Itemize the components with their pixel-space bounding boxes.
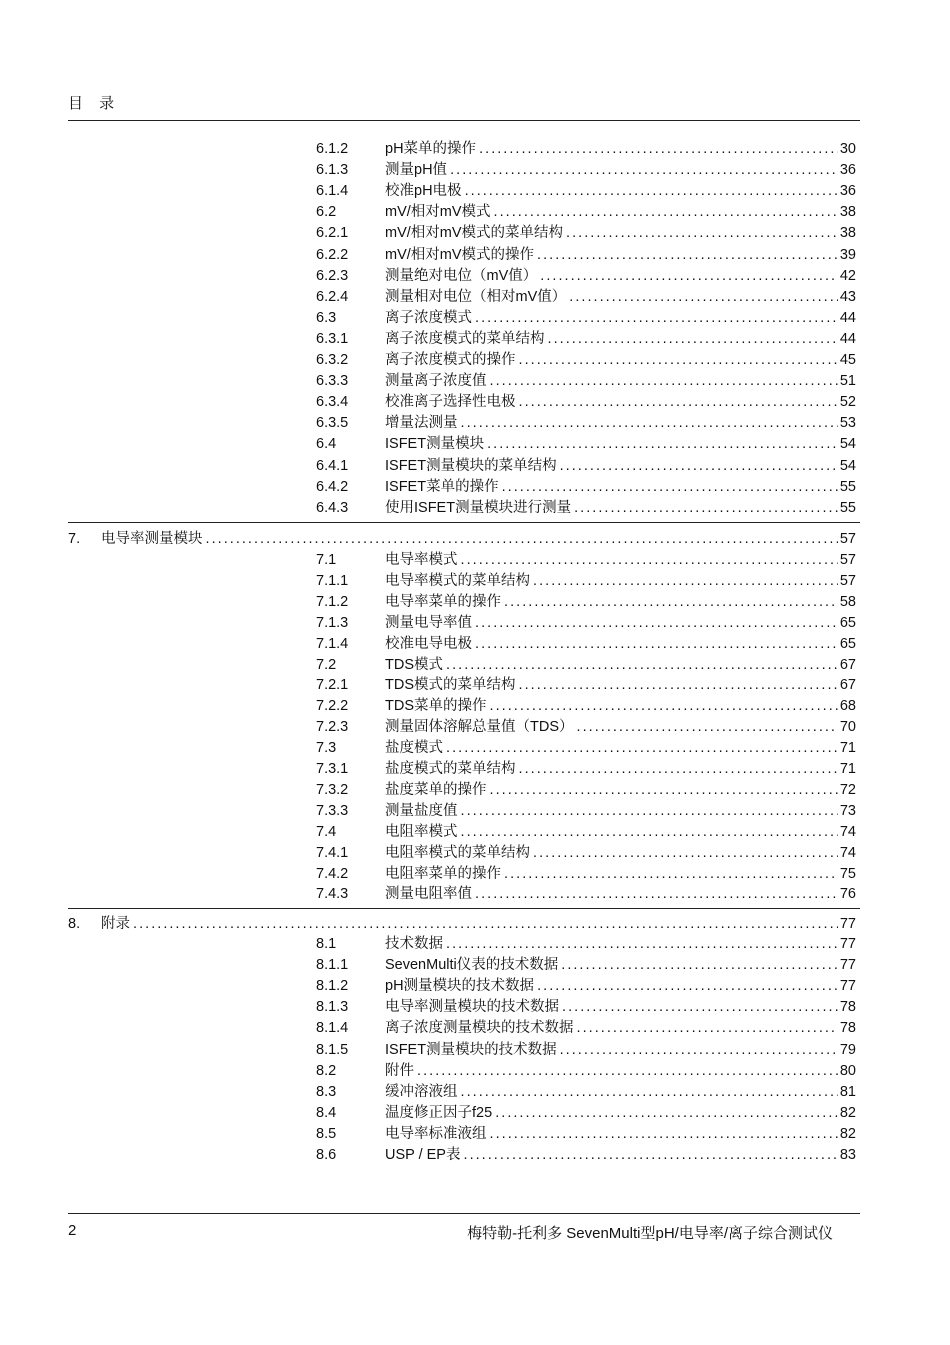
entry-number: 6.4.2 [316,478,349,495]
chapter-title: 附录 . . . [101,914,855,935]
page-header-title: 目 录 [68,95,121,112]
entry-number: 7.3.2 [316,781,349,798]
entry-title: 技术数据 . . . [385,934,855,955]
toc-entry[interactable] [0,655,950,676]
toc-entry[interactable] [0,738,950,759]
entry-number: 7.1.4 [316,635,349,652]
entry-title: 离子浓度模式 . . . [385,308,855,329]
toc-entry[interactable] [0,1018,950,1039]
toc-entry[interactable] [0,181,950,202]
entry-page: 76 [838,884,856,905]
entry-number: 8.1.3 [316,999,349,1016]
entry-number: 6.1.3 [316,162,349,179]
entry-page: 79 [838,1040,856,1061]
toc-entry[interactable] [0,780,950,801]
entry-number: 6.2 [316,204,337,221]
entry-page: 55 [838,498,856,519]
entry-title: 测量固体溶解总量值（TDS） . . . [385,717,855,738]
entry-page: 55 [838,477,856,498]
entry-number: 7.4.2 [316,865,349,882]
entry-page: 65 [838,613,856,634]
entry-title: 电阻率模式 . . . [385,822,855,843]
entry-number: 7.4 [316,823,337,840]
entry-page: 73 [838,801,856,822]
entry-number: 6.2.1 [316,225,349,242]
entry-title: TDS菜单的操作 . . . [385,696,855,717]
toc-entry[interactable] [0,1061,950,1082]
entry-title: 测量绝对电位（mV值） . . . [385,266,855,287]
entry-page: 58 [838,592,856,613]
footer-page-number: 2 [68,1222,77,1239]
entry-page: 77 [838,955,856,976]
entry-page: 52 [838,392,856,413]
entry-number: 7.1.2 [316,593,349,610]
toc-entry[interactable] [0,613,950,634]
entry-number: 7.4.1 [316,844,349,861]
entry-title: 盐度模式 . . . [385,738,855,759]
toc-entry[interactable] [0,350,950,371]
toc-entry[interactable] [0,759,950,780]
toc-entry[interactable] [0,997,950,1018]
toc-entry[interactable] [0,864,950,885]
toc-entry[interactable] [0,1103,950,1124]
entry-number: 6.4.1 [316,457,349,474]
chapter-8-divider [68,908,860,909]
entry-title: TDS模式的菜单结构 . . . [385,675,855,696]
entry-page: 43 [838,287,856,308]
entry-page: 53 [838,413,856,434]
footer-document-title: 梅特勒-托利多 SevenMulti型pH/电导率/离子综合测试仪 [467,1225,833,1242]
entry-title: 校准pH电极 . . . [385,181,855,202]
toc-chapter-8[interactable] [0,914,950,935]
toc-entry[interactable] [0,160,950,181]
entry-page: 78 [838,1018,856,1039]
toc-entry[interactable] [0,801,950,822]
entry-number: 6.3.5 [316,415,349,432]
entry-title: 电导率模式 . . . [385,550,855,571]
entry-page: 38 [838,223,856,244]
entry-number: 7.2.2 [316,698,349,715]
entry-number: 8.1.2 [316,978,349,995]
entry-title: pH菜单的操作 . . . [385,139,855,160]
entry-title: pH测量模块的技术数据 . . . [385,976,855,997]
entry-title: 电导率菜单的操作 . . . [385,592,855,613]
entry-title: 盐度模式的菜单结构 . . . [385,759,855,780]
entry-page: 44 [838,308,856,329]
entry-number: 7.1.3 [316,614,349,631]
toc-entry[interactable] [0,329,950,350]
entry-page: 78 [838,997,856,1018]
entry-title: ISFET测量模块的技术数据 . . . [385,1040,855,1061]
entry-title: 测量电阻率值 . . . [385,884,855,905]
entry-title: 测量pH值 . . . [385,160,855,181]
entry-number: 7.3 [316,740,337,757]
toc-entry[interactable] [0,696,950,717]
entry-page: 77 [838,976,856,997]
footer-divider [68,1213,860,1214]
entry-page: 71 [838,738,856,759]
toc-entry[interactable] [0,371,950,392]
entry-number: 7.2 [316,656,337,673]
entry-number: 6.2.4 [316,288,349,305]
entry-title: ISFET菜单的操作 . . . [385,477,855,498]
toc-entry[interactable] [0,717,950,738]
entry-title: 使用ISFET测量模块进行测量 . . . [385,498,855,519]
entry-page: 30 [838,139,856,160]
entry-title: 电阻率模式的菜单结构 . . . [385,843,855,864]
entry-number: 7.3.3 [316,802,349,819]
entry-number: 8.3 [316,1083,337,1100]
entry-page: 75 [838,864,856,885]
entry-page: 38 [838,202,856,223]
entry-page: 57 [838,571,856,592]
entry-number: 8.4 [316,1104,337,1121]
toc-entry[interactable] [0,571,950,592]
entry-title: 测量电导率值 . . . [385,613,855,634]
entry-title: 测量相对电位（相对mV值） . . . [385,287,855,308]
entry-page: 57 [838,550,856,571]
entry-number: 6.2.3 [316,267,349,284]
toc-entry[interactable] [0,308,950,329]
entry-page: 36 [838,181,856,202]
entry-title: 校准离子选择性电极 . . . [385,392,855,413]
entry-title: USP / EP表 . . . [385,1145,855,1166]
entry-title: 测量离子浓度值 . . . [385,371,855,392]
entry-number: 8.1 [316,936,337,952]
toc-entry[interactable] [0,202,950,223]
toc-entry[interactable] [0,287,950,308]
chapter-title: 电导率测量模块 . . . [101,529,855,550]
entry-number: 6.3.4 [316,394,349,411]
entry-title: 离子浓度模式的菜单结构 . . . [385,329,855,350]
entry-number: 6.2.2 [316,246,349,263]
entry-number: 6.4.3 [316,499,349,516]
entry-number: 6.3.3 [316,373,349,390]
toc-entry[interactable] [0,843,950,864]
toc-entry[interactable] [0,223,950,244]
entry-page: 74 [838,843,856,864]
entry-title: ISFET测量模块的菜单结构 . . . [385,456,855,477]
toc-entry[interactable] [0,884,950,905]
toc-entry[interactable] [0,955,950,976]
entry-number: 6.4 [316,436,337,453]
entry-number: 8.2 [316,1062,337,1079]
toc-entry[interactable] [0,592,950,613]
entry-title: 离子浓度模式的操作 . . . [385,350,855,371]
entry-title: 增量法测量 . . . [385,413,855,434]
entry-page: 77 [838,934,856,955]
entry-title: mV/相对mV模式的操作 . . . [385,245,855,266]
entry-number: 7.2.1 [316,677,349,694]
toc-entry[interactable] [0,456,950,477]
toc-entry[interactable] [0,139,950,160]
entry-page: 70 [838,717,856,738]
entry-number: 6.3.1 [316,330,349,347]
entry-number: 7.3.1 [316,761,349,777]
toc-entry[interactable] [0,550,950,571]
entry-number: 8.1.5 [316,1041,349,1058]
toc-entry[interactable] [0,1040,950,1061]
toc-entry[interactable] [0,675,950,696]
chapter-7-divider [68,522,860,523]
entry-title: 测量盐度值 . . . [385,801,855,822]
entry-page: 68 [838,696,856,717]
entry-title: 盐度菜单的操作 . . . [385,780,855,801]
entry-number: 7.2.3 [316,719,349,736]
toc-chapter-7[interactable] [0,529,950,550]
entry-page: 80 [838,1061,856,1082]
entry-page: 45 [838,350,856,371]
entry-page: 42 [838,266,856,287]
entry-page: 36 [838,160,856,181]
entry-number: 8.6 [316,1147,337,1163]
chapter-number: 8. [68,916,81,932]
entry-number: 6.1.2 [316,141,349,157]
entry-page: 72 [838,780,856,801]
entry-page: 44 [838,329,856,350]
entry-page: 54 [838,456,856,477]
toc-entry[interactable] [0,1082,950,1103]
entry-title: mV/相对mV模式的菜单结构 . . . [385,223,855,244]
chapter-page: 77 [838,914,856,935]
entry-title: 缓冲溶液组 . . . [385,1082,855,1103]
entry-page: 82 [838,1124,856,1145]
entry-page: 67 [838,655,856,676]
entry-number: 6.3.2 [316,352,349,368]
entry-page: 51 [838,371,856,392]
toc-entry[interactable] [0,976,950,997]
entry-page: 65 [838,634,856,655]
entry-page: 74 [838,822,856,843]
entry-number: 8.1.4 [316,1020,349,1037]
entry-number: 7.1.1 [316,572,349,589]
chapter-number: 7. [68,531,81,547]
entry-title: TDS模式 . . . [385,655,855,676]
entry-title: 电导率测量模块的技术数据 . . . [385,997,855,1018]
toc-entry[interactable] [0,822,950,843]
entry-page: 83 [838,1145,856,1166]
entry-title: 校准电导电极 . . . [385,634,855,655]
chapter-page: 57 [838,529,856,550]
entry-title: 离子浓度测量模块的技术数据 . . . [385,1018,855,1039]
toc-entry[interactable] [0,477,950,498]
entry-page: 82 [838,1103,856,1124]
entry-title: mV/相对mV模式 . . . [385,202,855,223]
entry-number: 6.1.4 [316,183,349,200]
header-divider [68,120,860,121]
entry-page: 81 [838,1082,856,1103]
toc-entry[interactable] [0,934,950,955]
toc-entry[interactable] [0,434,950,455]
toc-entry[interactable] [0,413,950,434]
toc-entry[interactable] [0,266,950,287]
toc-entry[interactable] [0,1145,950,1166]
entry-number: 8.5 [316,1125,337,1142]
entry-number: 6.3 [316,309,337,326]
toc-entry[interactable] [0,245,950,266]
toc-entry[interactable] [0,392,950,413]
entry-page: 71 [838,759,856,780]
entry-title: 电导率标准液组 . . . [385,1124,855,1145]
entry-title: 电阻率菜单的操作 . . . [385,864,855,885]
entry-title: 电导率模式的菜单结构 . . . [385,571,855,592]
entry-title: SevenMulti仪表的技术数据 . . . [385,955,855,976]
entry-number: 8.1.1 [316,957,349,974]
toc-entry[interactable] [0,634,950,655]
entry-title: ISFET测量模块 . . . [385,434,855,455]
toc-entry[interactable] [0,1124,950,1145]
entry-page: 67 [838,675,856,696]
entry-title: 附件 . . . [385,1061,855,1082]
toc-entry[interactable] [0,498,950,519]
entry-number: 7.1 [316,552,337,568]
entry-title: 温度修正因子f25 . . . [385,1103,855,1124]
entry-page: 54 [838,434,856,455]
entry-number: 7.4.3 [316,886,349,903]
entry-page: 39 [838,245,856,266]
